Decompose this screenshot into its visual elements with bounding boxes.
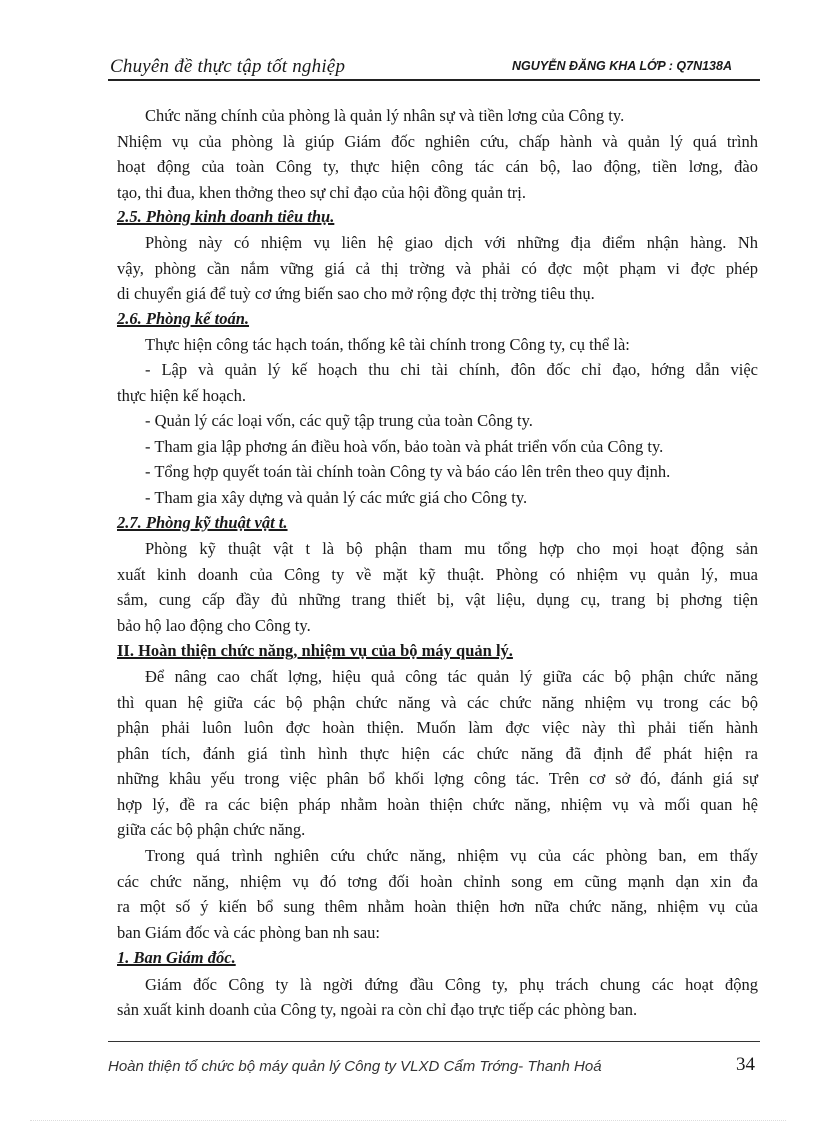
page-number: 34 (736, 1054, 755, 1075)
body-line: giữa các bộ phận chức năng. (117, 820, 306, 839)
body-line: Thực hiện công tác hạch toán, thống kê tài chính trong Công ty, cụ thể là: (145, 335, 630, 354)
page-header (108, 52, 758, 86)
body-line: thì quan hệ giữa các bộ phận chức năng và các chức năng nhiệm vụ trong các bộ (117, 693, 758, 712)
section-heading-2-5: 2.5. Phòng kinh doanh tiêu thụ. (117, 207, 335, 226)
header-title: Chuyên đề thực tập tốt nghiệp (110, 56, 346, 77)
body-line: thực hiện kế hoạch. (117, 386, 246, 405)
body-line: Nhiệm vụ của phòng là giúp Giám đốc nghiên cứu, chấp hành và quản lý quá trình (117, 132, 758, 151)
body-line: Phòng này có nhiệm vụ liên hệ giao dịch với những địa điểm nhận hàng. Nh (145, 233, 758, 252)
body-line: - Quản lý các loại vốn, các quỹ tập trung của toàn Công ty. (145, 411, 533, 430)
body-line: - Tham gia xây dựng và quản lý các mức giá cho Công ty. (145, 488, 528, 507)
body-line: Chức năng chính của phòng là quản lý nhân sự và tiền lơng của Công ty. (145, 106, 625, 125)
body-line: Phòng kỹ thuật vật t là bộ phận tham mu tổng hợp cho mọi hoạt động sản (145, 539, 758, 558)
section-heading-1: 1. Ban Giám đốc. (117, 948, 236, 967)
body-line: xuất kinh doanh của Công ty về mặt kỹ thuật. Phòng có nhiệm vụ quản lý, mua (117, 565, 758, 584)
section-heading-2-6: 2.6. Phòng kế toán. (117, 309, 250, 328)
body-line: ban Giám đốc và các phòng ban nh sau: (117, 923, 381, 942)
body-line: các chức năng, nhiệm vụ đó tơng đối hoàn chỉnh song em cũng mạnh dạn xin đa (117, 872, 758, 891)
body-line: Trong quá trình nghiên cứu chức năng, nhiệm vụ của các phòng ban, em thấy (145, 846, 758, 865)
body-line: sản xuất kinh doanh của Công ty, ngoài ra còn chỉ đạo trực tiếp các phòng ban. (117, 1000, 638, 1019)
body-line: bảo hộ lao động cho Công ty. (117, 616, 311, 635)
section-heading-2-7: 2.7. Phòng kỹ thuật vật t. (117, 513, 288, 532)
body-line: tạo, thi đua, khen thởng theo sự chỉ đạo của hội đồng quản trị. (117, 183, 527, 202)
section-heading-II: II. Hoàn thiện chức năng, nhiệm vụ của bộ máy quản lý. (117, 641, 513, 660)
body-line: những khâu yếu trong việc phân bổ khối lợng công tác. Trên cơ sở đó, đánh giá sự (117, 769, 758, 788)
body-line: phân tích, đánh giá tình hình thực hiện các chức năng đã định để phát hiện ra (117, 744, 758, 763)
page-bottom-border (30, 1120, 786, 1121)
body-line: hoạt động của toàn Công ty, thực hiện công tác cán bộ, lao động, tiền lơng, đào (117, 157, 758, 176)
body-line: - Lập và quản lý kế hoạch thu chi tài chính, đôn đốc chỉ đạo, hớng dẫn việc (145, 360, 758, 379)
body-line: Để nâng cao chất lợng, hiệu quả công tác quản lý giữa các bộ phận chức năng (145, 667, 758, 686)
header-rule (108, 79, 760, 81)
body-line: ra một số ý kiến bổ sung thêm nhằm hoàn thiện hơn nữa chức năng, nhiệm vụ của (117, 897, 758, 916)
body-line: Giám đốc Công ty là ngời đứng đầu Công ty, phụ trách chung các hoạt động (145, 975, 758, 994)
body-line: phận phải luôn luôn đợc hoàn thiện. Muốn làm đợc việc này thì phải tiến hành (117, 718, 758, 737)
footer-text: Hoàn thiện tổ chức bộ máy quản lý Công ty VLXD Cẩm Trớng- Thanh Hoá (108, 1058, 602, 1075)
body-line: - Tổng hợp quyết toán tài chính toàn Công ty và báo cáo lên trên theo quy định. (145, 462, 671, 481)
footer-rule (108, 1041, 760, 1042)
body-line: di chuyển giá để tuỳ cơ ứng biến sao cho mở rộng đợc thị trờng tiêu thụ. (117, 284, 595, 303)
body-line: - Tham gia lập phơng án điều hoà vốn, bảo toàn và phát triển vốn của Công ty. (145, 437, 664, 456)
header-author: NGUYỄN ĐĂNG KHA LỚP : Q7N138A (512, 59, 732, 73)
body-line: sắm, cung cấp đầy đủ những trang thiết bị, vật liệu, dụng cụ, trang bị phơng tiện (117, 590, 758, 609)
body-line: hợp lý, đề ra các biện pháp nhằm hoàn thiện chức năng, nhiệm vụ và mối quan hệ (117, 795, 758, 814)
body-line: vậy, phòng cần nắm vững giá cả thị trờng và phải có đợc một phạm vi đợc phép (117, 259, 758, 278)
